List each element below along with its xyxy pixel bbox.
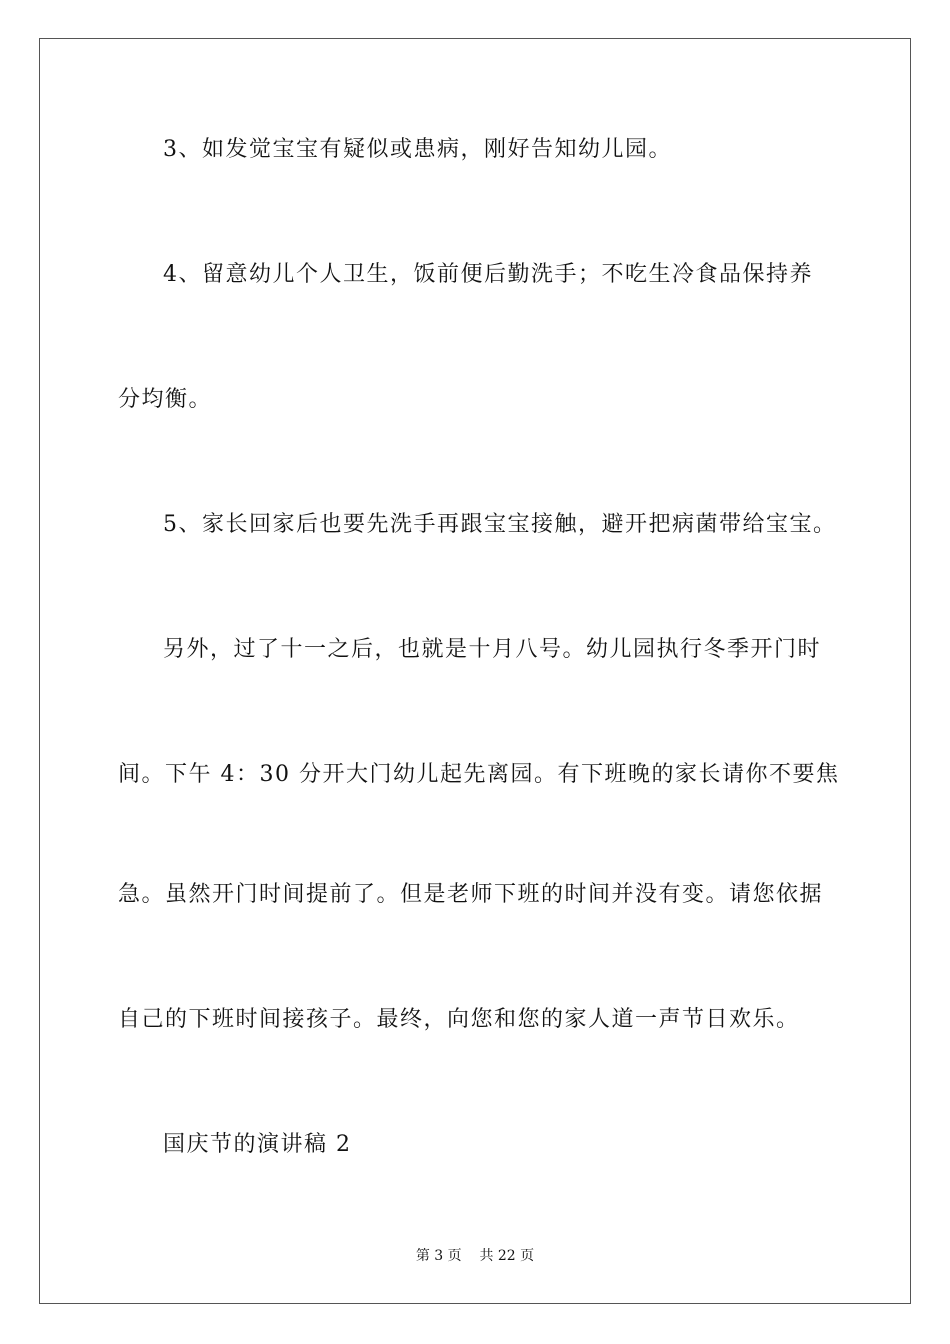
page-number: 第 3 页 <box>415 1248 462 1264</box>
paragraph-line-7: 急。虽然开门时间提前了。但是老师下班的时间并没有变。请您依据 <box>118 882 824 907</box>
paragraph-line-6: 间。下午 4：30 分开大门幼儿起先离园。有下班晚的家长请你不要焦 <box>118 762 840 787</box>
section-heading: 国庆节的演讲稿 2 <box>163 1132 352 1157</box>
paragraph-line-2: 4、留意幼儿个人卫生，饭前便后勤洗手；不吃生冷食品保持养 <box>163 262 813 287</box>
paragraph-line-8: 自己的下班时间接孩子。最终，向您和您的家人道一声节日欢乐。 <box>118 1007 800 1032</box>
page-footer <box>0 1246 950 1266</box>
paragraph-line-5: 另外，过了十一之后，也就是十月八号。幼儿园执行冬季开门时 <box>163 637 822 662</box>
paragraph-line-4: 5、家长回家后也要先洗手再跟宝宝接触，避开把病菌带给宝宝。 <box>163 512 837 537</box>
page-total: 共 22 页 <box>479 1248 535 1264</box>
paragraph-line-1: 3、如发觉宝宝有疑似或患病，刚好告知幼儿园。 <box>163 137 672 162</box>
paragraph-line-3: 分均衡。 <box>118 387 213 412</box>
page-frame <box>39 38 911 1304</box>
